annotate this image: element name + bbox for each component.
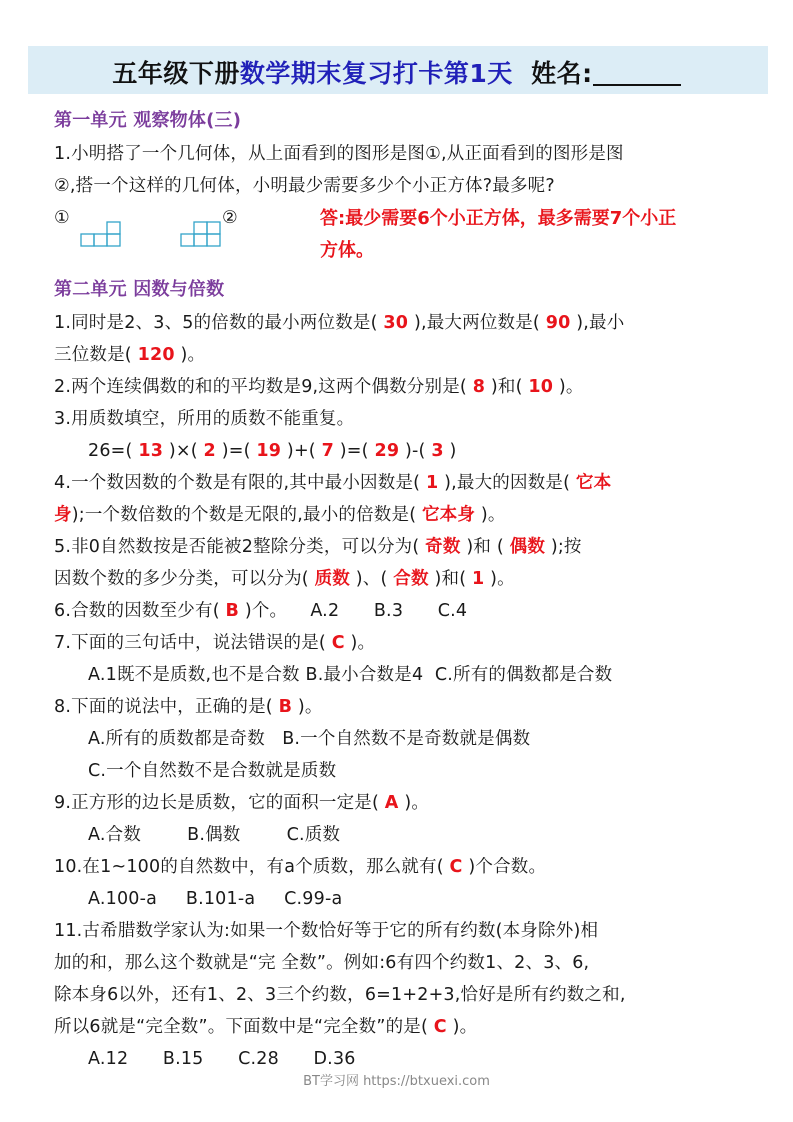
q8-answer: B [278, 697, 293, 717]
q10-text-a: 10.在1~100的自然数中，有a个质数，那么就有( [54, 857, 444, 877]
q1-text-b: ),最大两位数是( [413, 313, 540, 333]
q5-text-a: 5.非0自然数按是否能被2整除分类，可以分为( [54, 537, 420, 557]
q6-text-b: )个。 [244, 601, 288, 621]
q7-text-b: )。 [350, 633, 376, 653]
q3-answer-5: 29 [374, 441, 400, 461]
q5-text-b: )和 ( [466, 537, 504, 557]
q8-option-c: C.一个自然数不是合数就是质数 [88, 761, 337, 781]
q2-answer-2: 10 [528, 377, 554, 397]
u1-answer-line2: 方体。 [320, 240, 374, 261]
q5-answer-2: 偶数 [509, 537, 546, 557]
q3-answer-4: 7 [321, 441, 334, 461]
q9-options: A.合数 B.偶数 C.质数 [88, 825, 341, 845]
q2-answer-1: 8 [472, 377, 486, 397]
u2-q5-line2 [54, 566, 515, 592]
q8-text-a: 8.下面的说法中，正确的是( [54, 697, 273, 717]
q5-answer-5: 1 [472, 569, 485, 589]
title-grade: 五年级下册 [112, 59, 240, 88]
q4-answer-3: 它本身 [421, 505, 476, 525]
u2-q11-line4 [54, 1014, 477, 1040]
q5-text-f: )和( [434, 569, 467, 589]
u2-q4-line1 [54, 470, 611, 496]
q1-text-e: )。 [180, 345, 206, 365]
q3-answer-3: 19 [256, 441, 282, 461]
q5-answer-4: 合数 [393, 569, 429, 589]
u2-q11-line1: 11.古希腊数学家认为:如果一个数恰好等于它的所有约数(本身除外)相 [54, 921, 599, 941]
unit1-heading: 第一单元 观察物体(三) [54, 110, 242, 131]
u2-q11-line2: 加的和，那么这个数就是“完 全数”。例如:6有四个约数1、2、3、6, [54, 953, 590, 973]
q1-text-c: ),最小 [576, 313, 625, 333]
u2-q9 [54, 790, 429, 816]
q6-answer: B [225, 601, 240, 621]
q3-answer-2: 2 [203, 441, 216, 461]
q4-answer-2a: 它本 [575, 473, 612, 493]
q7-options: A.1既不是质数,也不是合数 B.最小合数是4 C.所有的偶数都是合数 [88, 665, 613, 685]
u2-q8 [54, 694, 323, 720]
q10-options: A.100-a B.101-a C.99-a [88, 889, 343, 909]
q8-options-ab: A.所有的质数都是奇数 B.一个自然数不是奇数就是偶数 [88, 729, 531, 749]
u2-q4-line2 [54, 502, 506, 528]
u1-answer-line1: 答:最少需要6个小正方体，最多需要7个小正 [320, 208, 677, 229]
u2-q11-line3: 除本身6以外，还有1、2、3三个约数，6=1+2+3,恰好是所有约数之和, [54, 985, 626, 1005]
u2-q1-line2 [54, 342, 205, 368]
name-blank[interactable] [593, 60, 681, 86]
front-view-figure [180, 220, 224, 248]
u2-q3-equation [88, 438, 457, 464]
q3-answer-6: 3 [431, 441, 444, 461]
q7-answer: C [331, 633, 345, 653]
q11-options: A.12 B.15 C.28 D.36 [88, 1049, 356, 1069]
q2-text-b: )和( [490, 377, 523, 397]
u2-q7 [54, 630, 375, 656]
u1-q1-line1: 1.小明搭了一个几何体，从上面看到的图形是图①,从正面看到的图形是图 [54, 144, 624, 164]
q10-answer: C [449, 857, 463, 877]
q7-text-a: 7.下面的三句话中，说法错误的是( [54, 633, 326, 653]
fig1-label: ① [54, 208, 70, 228]
q11-text-a: 所以6就是“完全数”。下面数中是“完全数”的是( [54, 1017, 429, 1037]
title-main: 数学期末复习打卡第1天 [239, 59, 513, 88]
q2-text-c: )。 [558, 377, 584, 397]
q2-text-a: 2.两个连续偶数的和的平均数是9,这两个偶数分别是( [54, 377, 467, 397]
fig2-label: ② [222, 208, 238, 228]
q5-text-d: 因数个数的多少分类，可以分为( [54, 569, 309, 589]
q1-answer-2: 90 [545, 313, 571, 333]
q5-answer-1: 奇数 [425, 537, 461, 557]
q4-text-d: )。 [480, 505, 506, 525]
q4-answer-2b: 身 [54, 505, 72, 525]
q9-text-a: 9.正方形的边长是质数，它的面积一定是( [54, 793, 380, 813]
top-view-figure [80, 220, 124, 248]
u2-q2 [54, 374, 584, 400]
q6-text-a: 6.合数的因数至少有( [54, 601, 220, 621]
q11-answer: C [433, 1017, 447, 1037]
q3-p1: 26=( [88, 441, 133, 461]
q5-answer-3: 质数 [314, 569, 350, 589]
q11-text-b: )。 [452, 1017, 478, 1037]
q8-text-b: )。 [297, 697, 323, 717]
u2-q10 [54, 854, 546, 880]
q3-answer-1: 13 [138, 441, 164, 461]
q9-text-b: )。 [404, 793, 430, 813]
q9-answer: A [384, 793, 399, 813]
q5-text-g: )。 [490, 569, 515, 589]
q10-text-b: )个合数。 [468, 857, 547, 877]
u2-q1-line1 [54, 310, 624, 336]
q4-text-b: ),最大的因数是( [444, 473, 571, 493]
q3-p6: )-( [404, 441, 426, 461]
u1-q1-line2: ②,搭一个这样的几何体，小明最少需要多少个小正方体?最多呢? [54, 176, 555, 196]
name-label: 姓名: [531, 59, 593, 88]
u2-q6 [54, 598, 467, 624]
q3-p5: )=( [339, 441, 369, 461]
q4-text-c: );一个数倍数的个数是无限的,最小的倍数是( [71, 505, 417, 525]
q6-options: A.2 B.3 C.4 [310, 601, 468, 621]
q3-p7: ) [449, 441, 457, 461]
footer-watermark: BT学习网 https://btxuexi.com [303, 1074, 490, 1089]
q1-text-d: 三位数是( [54, 345, 132, 365]
page-title [0, 54, 793, 90]
q1-answer-3: 120 [137, 345, 175, 365]
q4-answer-1: 1 [425, 473, 439, 493]
q5-text-e: )、( [355, 569, 388, 589]
unit2-heading: 第二单元 因数与倍数 [54, 279, 225, 300]
q1-answer-1: 30 [383, 313, 409, 333]
q3-p2: )×( [168, 441, 198, 461]
u2-q3-text: 3.用质数填空，所用的质数不能重复。 [54, 409, 355, 429]
q3-p4: )+( [286, 441, 316, 461]
u2-q5-line1 [54, 534, 582, 560]
q5-text-c: );按 [550, 537, 582, 557]
q3-p3: )=( [221, 441, 251, 461]
q1-text-a: 1.同时是2、3、5的倍数的最小两位数是( [54, 313, 378, 333]
q4-text-a: 4.一个数因数的个数是有限的,其中最小因数是( [54, 473, 421, 493]
